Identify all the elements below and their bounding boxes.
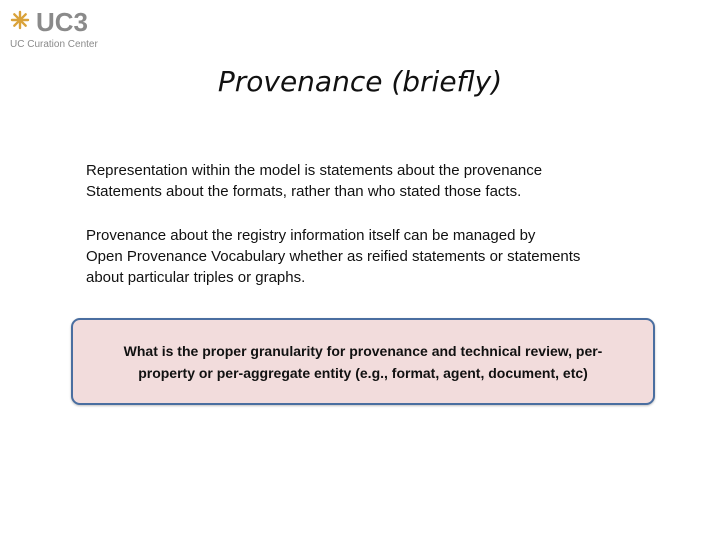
- asterisk-logo-icon: [10, 10, 30, 30]
- slide-title: Provenance (briefly): [217, 65, 503, 98]
- paragraph-line: Open Provenance Vocabulary whether as reified statements or statements: [86, 248, 581, 265]
- paragraph-line: about particular triples or graphs.: [86, 269, 306, 286]
- paragraph-line: Statements about the formats, rather than who stated those facts.: [86, 183, 522, 200]
- paragraph-representation: [86, 160, 666, 202]
- callout-line: property or per-aggregate entity (e.g., format, agent, document, etc): [138, 365, 588, 381]
- paragraph-line: Representation within the model is statements about the provenance: [86, 162, 543, 179]
- logo-subtitle: UC Curation Center: [10, 39, 98, 50]
- paragraph-line: Provenance about the registry information itself can be managed by: [86, 227, 536, 244]
- question-callout-box: [71, 318, 655, 405]
- paragraph-provenance-registry: [86, 225, 666, 288]
- logo-brand-text: UC3: [36, 7, 89, 37]
- callout-question: [73, 340, 653, 384]
- callout-line: What is the proper granularity for provenance and technical review, per-: [123, 343, 603, 359]
- uc3-logo: [8, 6, 118, 50]
